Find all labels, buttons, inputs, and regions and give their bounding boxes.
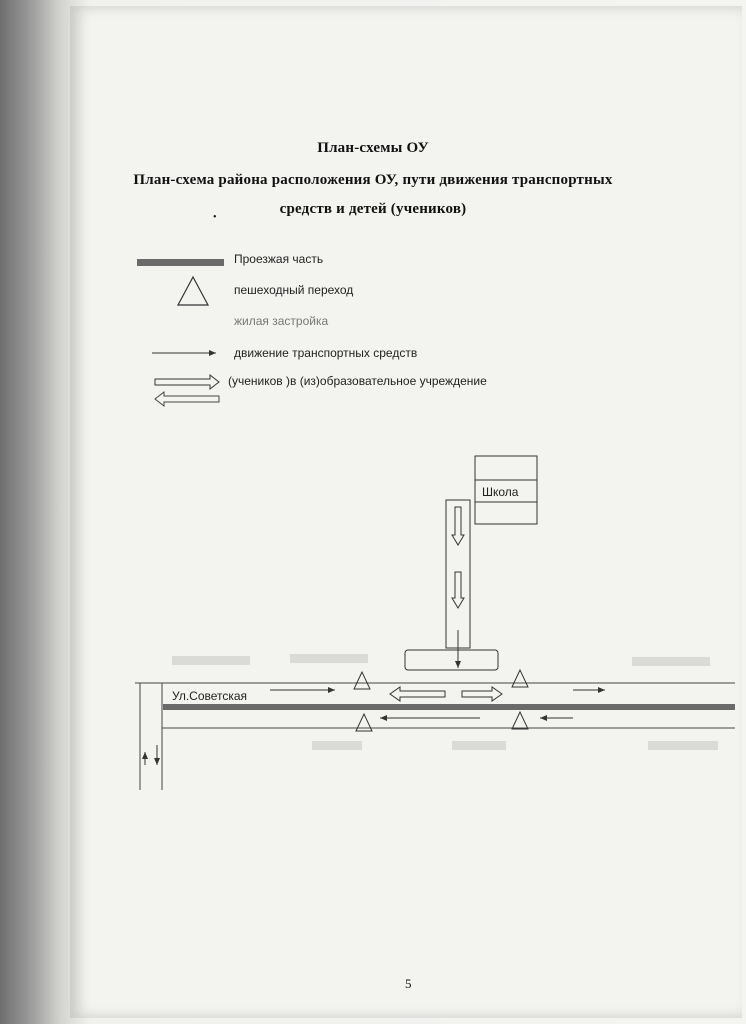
faint-box-1 — [172, 656, 250, 665]
legend-students-arrow-right — [155, 375, 219, 389]
faint-box-2 — [290, 654, 368, 663]
legend-students-arrow-left — [155, 392, 219, 406]
crosswalk-icon-2 — [512, 670, 528, 687]
roadside-building — [405, 650, 498, 670]
legend-students-label: (учеников )в (из)образовательное учреждение — [228, 374, 487, 388]
legend-crosswalk-label: пешеходный переход — [234, 283, 354, 297]
legend-roadway-label: Проезжая часть — [234, 252, 324, 266]
legend-residential-label: жилая застройка — [234, 314, 329, 328]
faint-box-3 — [632, 657, 710, 666]
document-title: План-схемы ОУ — [317, 140, 429, 156]
faint-box-5 — [452, 741, 506, 750]
students-arrow-down-1 — [452, 507, 464, 545]
legend-crosswalk-icon — [178, 277, 208, 305]
crosswalk-icon-4 — [512, 712, 528, 729]
students-arrow-left-road — [390, 687, 445, 701]
faint-box-6 — [648, 741, 718, 750]
legend-roadway-swatch — [137, 259, 224, 266]
school-label: Школа — [482, 485, 519, 499]
document-subtitle: План-схема района расположения ОУ, пути движения транспортных — [133, 172, 613, 188]
school-path — [446, 500, 470, 648]
students-arrow-right-road — [462, 687, 502, 701]
stray-mark: • — [213, 212, 217, 223]
street-label: Ул.Советская — [172, 689, 248, 703]
students-arrow-down-2 — [452, 572, 464, 608]
legend-traffic-label: движение транспортных средств — [234, 346, 418, 360]
page-number: 5 — [405, 976, 412, 991]
document-subtitle-continued: средств и детей (учеников) — [279, 201, 467, 217]
faint-box-4 — [312, 741, 362, 750]
crosswalk-icon-1 — [354, 672, 370, 689]
main-roadway — [163, 704, 735, 710]
